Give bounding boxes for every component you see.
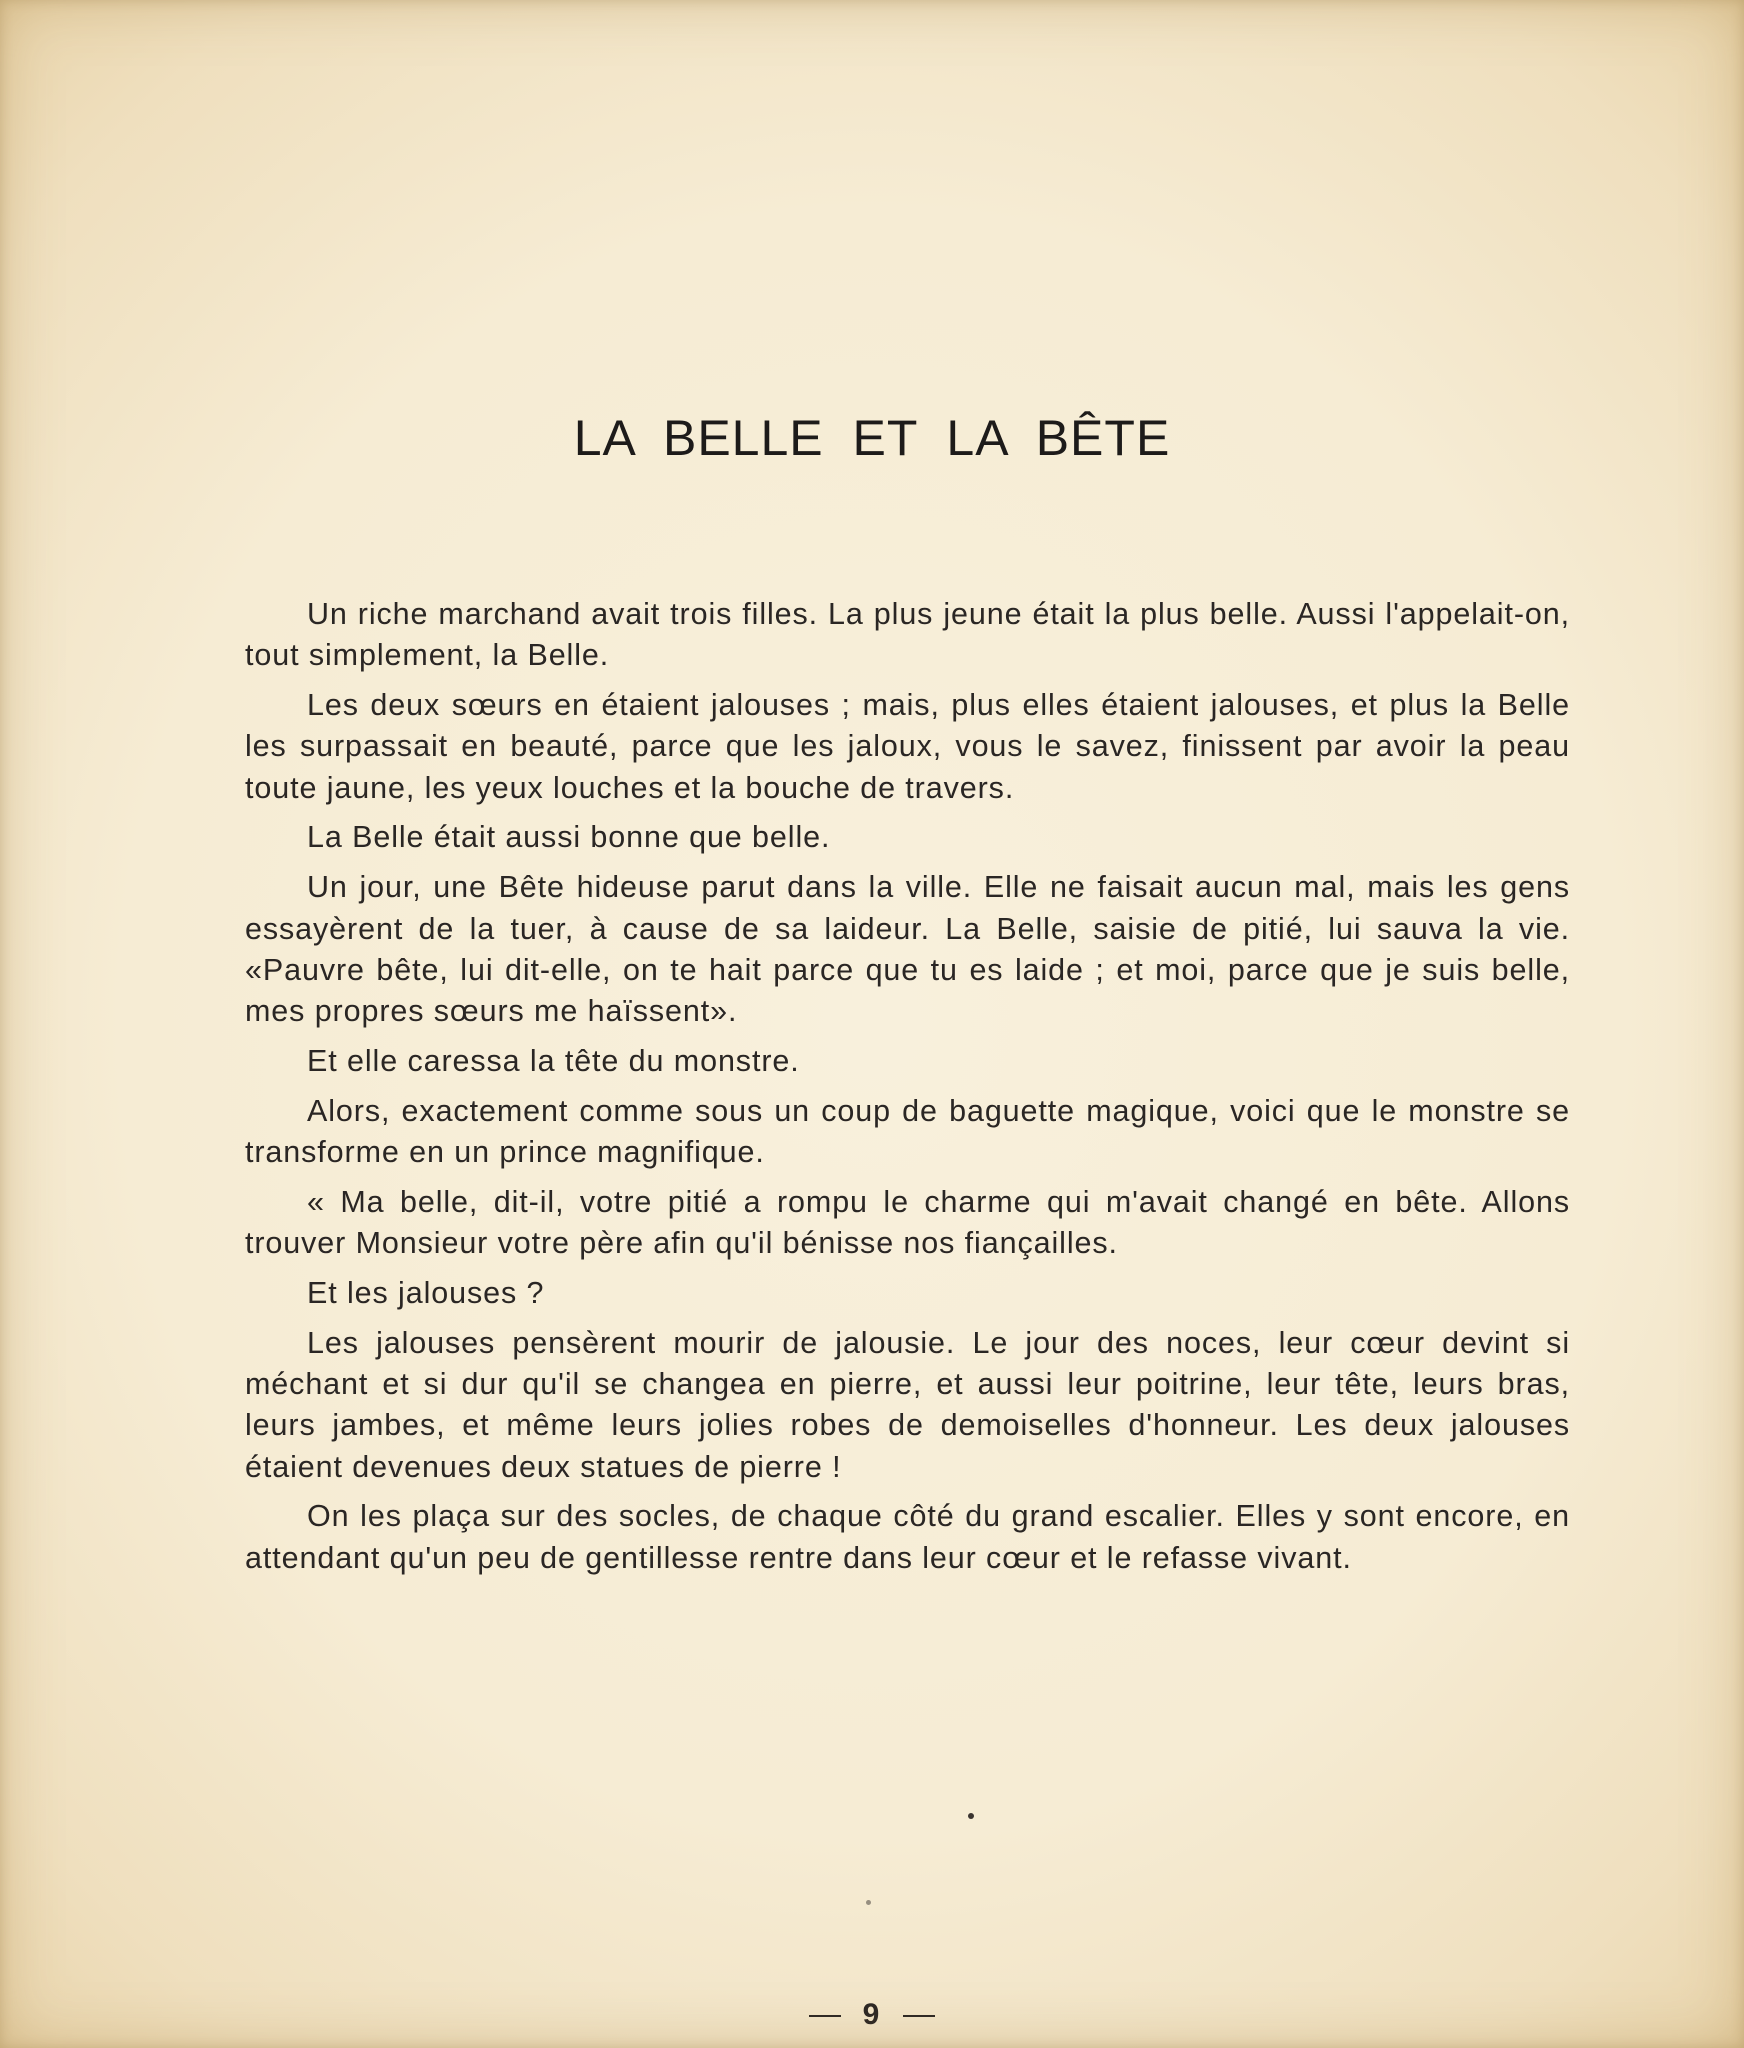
paragraph: Les jalouses pensèrent mourir de jalousie. Le jour des noces, leur cœur devint si méchant et si dur qu'il se changea en pierre, et aussi leur poitrine, leur tête, leurs bras, leurs jambes, et même leurs jolies robes de demoiselles d'honneur. Les deux jalouses étaient devenues deux statues de pierre ! [245,1325,1570,1484]
page-number: 9 [862,1998,882,2031]
story-text [245,594,1570,1588]
dash-right [903,2015,935,2017]
paragraph: On les plaça sur des socles, de chaque côté du grand escalier. Elles y sont encore, en attendant qu'un peu de gentillesse rentre dans leur cœur et le refasse vivant. [245,1499,1570,1575]
paragraph: La Belle était aussi bonne que belle. [307,820,831,855]
print-speck [866,1900,871,1905]
dash-left [809,2015,841,2017]
print-speck [968,1813,974,1819]
paragraph: Les deux sœurs en étaient jalouses ; mais, plus elles étaient jalouses, et plus la Belle les surpassait en beauté, parce que les jaloux, vous le savez, finissent par avoir la peau toute jaune, les yeux louches et la bouche de travers. [245,688,1570,805]
page-number-footer [0,1998,1744,2032]
paragraph: « Ma belle, dit-il, votre pitié a rompu le charme qui m'avait changé en bête. Allons trouver Monsieur votre père afin qu'il bénisse nos fiançailles. [245,1184,1570,1261]
paragraph: Et les jalouses ? [307,1275,545,1310]
paragraph: Alors, exactement comme sous un coup de baguette magique, voici que le monstre se transforme en un prince magnifique. [245,1093,1570,1170]
paragraph: Un riche marchand avait trois filles. La plus jeune était la plus belle. Aussi l'appelait-on, tout simplement, la Belle. [245,597,1570,673]
paragraph: Et elle caressa la tête du monstre. [307,1043,800,1078]
page-title: LA BELLE ET LA BÊTE [573,410,1171,466]
paragraph: Un jour, une Bête hideuse parut dans la ville. Elle ne faisait aucun mal, mais les gens essayèrent de la tuer, à cause de sa laideur. La Belle, saisie de pitié, lui sauva la vie. «Pauvre bête, lui dit-elle, on te hait parce que tu es laide ; et moi, parce que je suis belle, mes propres sœurs me haïssent». [245,870,1570,1029]
